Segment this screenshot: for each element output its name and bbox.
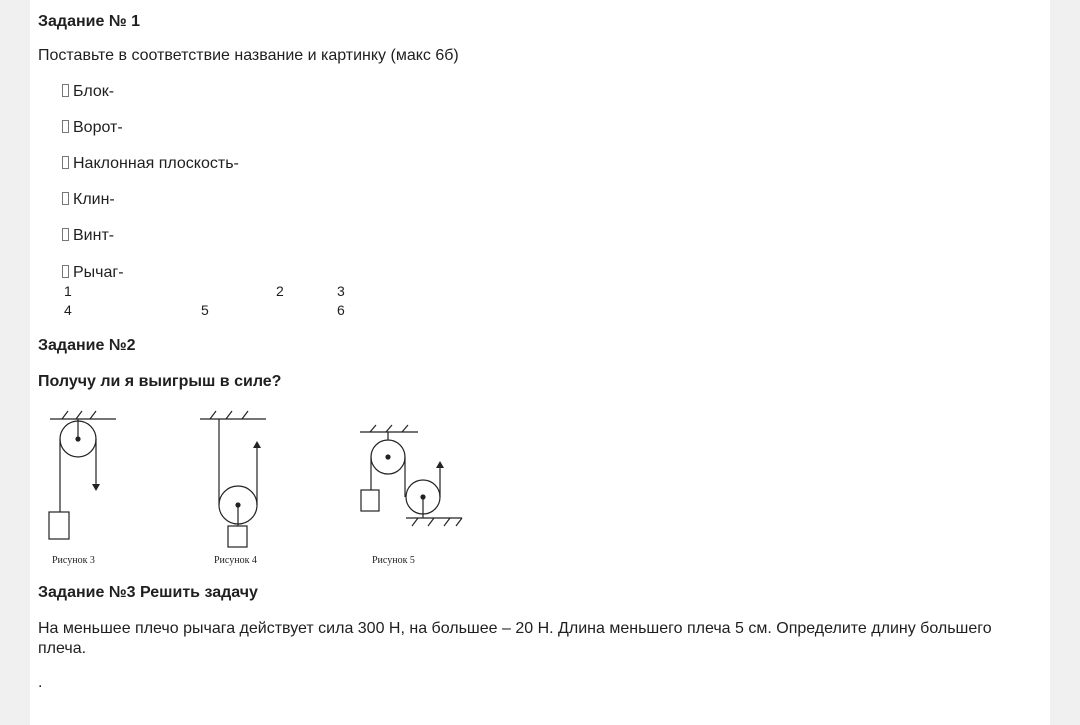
task2-question: Получу ли я выигрыш в силе? (38, 373, 282, 390)
bullet-icon (62, 120, 69, 133)
picture-number: 4 (64, 302, 72, 318)
picture-number: 1 (64, 283, 72, 299)
list-item: Клин- (62, 191, 115, 209)
picture-number: 2 (276, 283, 284, 299)
figure-3-caption: Рисунок 3 (52, 555, 95, 566)
list-item: Блок- (62, 83, 114, 101)
bullet-icon (62, 192, 69, 205)
list-item: Наклонная плоскость- (62, 155, 239, 173)
figure-4-caption: Рисунок 4 (214, 555, 257, 566)
picture-number: 3 (337, 283, 345, 299)
bullet-icon (62, 228, 69, 241)
task3-text: На меньшее плечо рычага действует сила 300 Н, на большее – 20 Н. Длина меньшего плеча 5 см. Определите длину большего плеча. (38, 620, 992, 657)
list-item: Ворот- (62, 119, 123, 137)
trailing-dot: . (38, 674, 43, 691)
bullet-icon (62, 84, 69, 97)
list-item: Рычаг- (62, 264, 124, 282)
task3-title: Задание №3 Решить задачу (38, 584, 258, 601)
document-page (30, 0, 1050, 725)
picture-number: 6 (337, 302, 345, 318)
picture-number: 5 (201, 302, 209, 318)
list-item: Винт- (62, 227, 114, 245)
task1-prompt: Поставьте в соответствие название и картинку (макс 6б) (38, 47, 459, 64)
figure-5-caption: Рисунок 5 (372, 555, 415, 566)
bullet-icon (62, 156, 69, 169)
task2-title: Задание №2 (38, 337, 136, 354)
figure-5-pulley-system (30, 0, 31, 1)
task1-title: Задание № 1 (38, 13, 140, 30)
bullet-icon (62, 265, 69, 278)
